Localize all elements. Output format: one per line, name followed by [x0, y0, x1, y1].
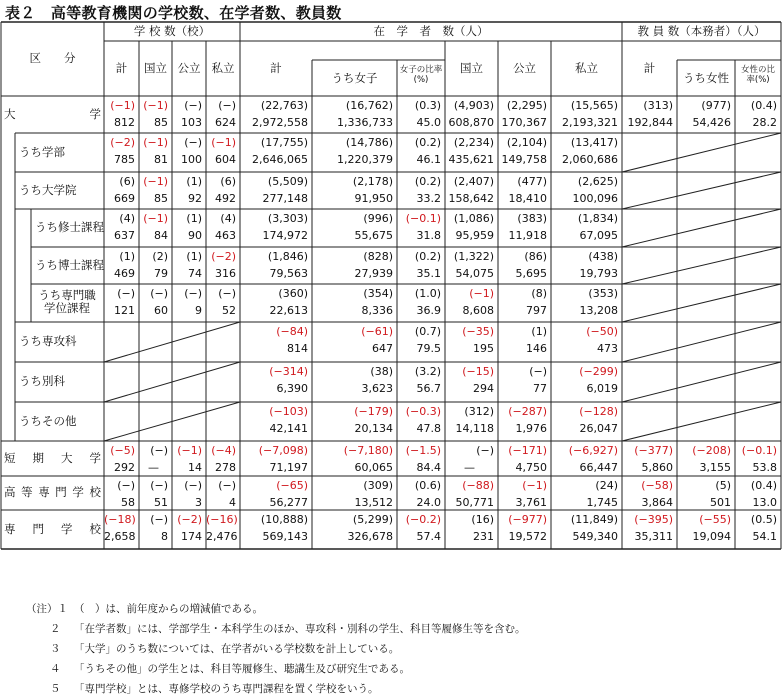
cell-value: 45.0 [416, 116, 441, 129]
change-value: (−) [184, 479, 202, 492]
change-value: (−) [150, 513, 168, 526]
cell-value: 2,646,065 [252, 153, 308, 166]
header-shiritsu: 私立 [211, 61, 235, 75]
change-value: (−7,180) [343, 444, 393, 457]
change-value: (−88) [462, 479, 494, 492]
cell-value: 277,148 [262, 192, 308, 205]
cell-value: 3,623 [361, 382, 393, 395]
cell-value: 812 [114, 116, 135, 129]
row-label: うち博士課程 [35, 257, 104, 272]
change-value: (0.4) [750, 99, 777, 112]
cell-value: 6,019 [586, 382, 618, 395]
change-value: (0.5) [750, 513, 777, 526]
change-value: (5,299) [352, 513, 393, 526]
cell-value: 27,939 [354, 267, 393, 280]
change-value: (−18) [104, 513, 136, 526]
header-koritsu: 公立 [177, 61, 201, 75]
change-value: (−128) [579, 405, 618, 418]
cell-value: 549,340 [572, 530, 618, 543]
cell-value: 14 [188, 461, 202, 474]
header-shiritsu: 私立 [575, 61, 598, 75]
cell-value: 19,094 [692, 530, 731, 543]
cell-value: 435,621 [448, 153, 494, 166]
change-value: (6) [119, 175, 135, 188]
cell-value: 85 [154, 192, 168, 205]
change-value: (4,903) [453, 99, 494, 112]
cell-value: — [148, 461, 159, 474]
cell-value: 60,065 [354, 461, 393, 474]
header-uchi-josei: うち女性 [683, 71, 729, 85]
change-value: (−5) [110, 444, 135, 457]
change-value: (312) [464, 405, 494, 418]
cell-value: 637 [114, 229, 135, 242]
cell-value: 71,197 [269, 461, 308, 474]
row-label: うち専門職学位課程 [38, 288, 96, 315]
change-value: (313) [643, 99, 673, 112]
change-value: (−1) [469, 287, 494, 300]
cell-value: 2,972,558 [252, 116, 308, 129]
cell-value: 669 [114, 192, 135, 205]
cell-value: 1,745 [586, 496, 618, 509]
change-value: (17,755) [260, 136, 308, 149]
change-value: (−) [529, 365, 547, 378]
change-value: (5,509) [267, 175, 308, 188]
change-value: (8) [531, 287, 547, 300]
row-label: うち修士課程 [35, 220, 104, 234]
change-value: (−1) [143, 136, 168, 149]
change-value: (1) [119, 250, 135, 263]
cell-value: 31.8 [416, 229, 441, 242]
note-text: 「大学」のうち数については、在学者がいる学校数を計上している。 [74, 643, 400, 655]
change-value: (2,234) [453, 136, 494, 149]
cell-value: 608,870 [448, 116, 494, 129]
change-value: (1.0) [414, 287, 441, 300]
change-value: (−4) [211, 444, 236, 457]
row-label: 専 門 学 校 [4, 521, 101, 536]
note-text: 「専門学校」とは、専修学校のうち専門課程を置く学校をいう。 [74, 683, 379, 695]
change-value: (−) [150, 444, 168, 457]
cell-value: 54.1 [752, 530, 777, 543]
change-value: (−1) [211, 136, 236, 149]
cell-value: 19,793 [579, 267, 618, 280]
cell-value: 316 [215, 267, 236, 280]
note-text: （ ）は、前年度からの増減値である。 [74, 603, 263, 615]
change-value: (−65) [276, 479, 308, 492]
change-value: (15,565) [570, 99, 618, 112]
change-value: (−) [184, 136, 202, 149]
row-label: 大 学 [4, 106, 101, 121]
note-text: 「在学者数」には、学部学生・本科学生のほか、専攻科・別科の学生、科目等履修生等を含む。 [74, 623, 526, 635]
header-kokuritsu: 国立 [144, 61, 167, 75]
cell-value: 33.2 [416, 192, 441, 205]
change-value: (−) [150, 479, 168, 492]
change-value: (−) [150, 287, 168, 300]
cell-value: 195 [473, 342, 494, 355]
cell-value: 4 [229, 496, 236, 509]
change-value: (0.3) [414, 99, 441, 112]
cell-value: 28.2 [752, 116, 777, 129]
change-value: (−1) [177, 444, 202, 457]
cell-value: 469 [114, 267, 135, 280]
change-value: (2) [152, 250, 168, 263]
change-value: (−58) [641, 479, 673, 492]
cell-value: 35,311 [634, 530, 673, 543]
change-value: (−) [184, 287, 202, 300]
cell-value: 797 [526, 304, 547, 317]
change-value: (14,786) [345, 136, 393, 149]
change-value: (−) [184, 99, 202, 112]
cell-value: 60 [154, 304, 168, 317]
cell-value: 3,761 [515, 496, 547, 509]
cell-value: 174,972 [262, 229, 308, 242]
cell-value: — [464, 461, 475, 474]
change-value: (0.7) [414, 325, 441, 338]
cell-value: 26,047 [579, 422, 618, 435]
note-number: ４ [50, 663, 61, 675]
cell-value: 3,155 [699, 461, 731, 474]
cell-value: 47.8 [416, 422, 441, 435]
header-kei: 計 [270, 61, 282, 75]
cell-value: 90 [188, 229, 202, 242]
cell-value: 604 [215, 153, 236, 166]
change-value: (2,178) [352, 175, 393, 188]
cell-value: 79 [154, 267, 168, 280]
change-value: (−0.1) [405, 212, 441, 225]
change-value: (−61) [361, 325, 393, 338]
cell-value: 5,695 [515, 267, 547, 280]
change-value: (828) [363, 250, 393, 263]
change-value: (−1.5) [405, 444, 441, 457]
note-number: ２ [50, 623, 61, 635]
cell-value: 52 [222, 304, 236, 317]
change-value: (438) [588, 250, 618, 263]
cell-value: 13.0 [752, 496, 777, 509]
change-value: (−50) [586, 325, 618, 338]
change-value: (24) [595, 479, 618, 492]
change-value: (86) [524, 250, 547, 263]
change-value: (4) [119, 212, 135, 225]
change-value: (−) [476, 444, 494, 457]
header-koritsu: 公立 [513, 61, 536, 75]
change-value: (−1) [110, 99, 135, 112]
row-label: 高 等 専 門 学 校 [4, 485, 101, 499]
cell-value: 56,277 [269, 496, 308, 509]
change-value: (1) [186, 250, 202, 263]
change-value: (−0.2) [405, 513, 441, 526]
change-value: (−299) [579, 365, 618, 378]
cell-value: 46.1 [416, 153, 441, 166]
change-value: (−395) [634, 513, 673, 526]
change-value: (−6,927) [568, 444, 618, 457]
cell-value: 55,675 [354, 229, 393, 242]
note-text: 「うちその他」の学生とは、科目等履修生、聴講生及び研究生である。 [74, 663, 410, 675]
cell-value: 11,918 [508, 229, 547, 242]
cell-value: 473 [597, 342, 618, 355]
change-value: (−0.1) [741, 444, 777, 457]
change-value: (−84) [276, 325, 308, 338]
cell-value: 463 [215, 229, 236, 242]
change-value: (383) [517, 212, 547, 225]
cell-value: 42,141 [269, 422, 308, 435]
cell-value: 121 [114, 304, 135, 317]
cell-value: 54,075 [455, 267, 494, 280]
change-value: (−977) [508, 513, 547, 526]
change-value: (−103) [269, 405, 308, 418]
cell-value: 67,095 [579, 229, 618, 242]
cell-value: 8,608 [462, 304, 494, 317]
cell-value: 9 [195, 304, 202, 317]
cell-value: 79,563 [269, 267, 308, 280]
change-value: (−0.3) [405, 405, 441, 418]
change-value: (1) [186, 212, 202, 225]
change-value: (16) [471, 513, 494, 526]
change-value: (−1) [143, 175, 168, 188]
cell-value: 50,771 [455, 496, 494, 509]
change-value: (−208) [692, 444, 731, 457]
cell-value: 647 [372, 342, 393, 355]
cell-value: 326,678 [347, 530, 393, 543]
change-value: (13,417) [570, 136, 618, 149]
change-value: (309) [363, 479, 393, 492]
change-value: (10,888) [260, 513, 308, 526]
change-value: (1,834) [577, 212, 618, 225]
cell-value: 492 [215, 192, 236, 205]
cell-value: 2,193,321 [562, 116, 618, 129]
change-value: (−7,098) [258, 444, 308, 457]
change-value: (353) [588, 287, 618, 300]
change-value: (−179) [354, 405, 393, 418]
row-label: うち専攻科 [19, 334, 77, 348]
change-value: (996) [363, 212, 393, 225]
cell-value: 2,658 [104, 530, 136, 543]
change-value: (5) [715, 479, 731, 492]
cell-value: 92 [188, 192, 202, 205]
cell-value: 569,143 [262, 530, 308, 543]
change-value: (4) [220, 212, 236, 225]
cell-value: 13,512 [354, 496, 393, 509]
cell-value: 95,959 [455, 229, 494, 242]
row-label: 短 期 大 学 [4, 450, 101, 465]
cell-value: 79.5 [416, 342, 441, 355]
cell-value: 14,118 [455, 422, 494, 435]
change-value: (−1) [143, 212, 168, 225]
cell-value: 624 [215, 116, 236, 129]
change-value: (354) [363, 287, 393, 300]
change-value: (0.2) [414, 175, 441, 188]
change-value: (477) [517, 175, 547, 188]
cell-value: 192,844 [627, 116, 673, 129]
header-kubun: 区 分 [29, 51, 76, 65]
header-uchi-joshi: うち女子 [331, 71, 378, 85]
cell-value: 149,758 [501, 153, 547, 166]
change-value: (2,407) [453, 175, 494, 188]
change-value: (−171) [508, 444, 547, 457]
cell-value: 146 [526, 342, 547, 355]
cell-value: 1,336,733 [337, 116, 393, 129]
change-value: (−) [218, 99, 236, 112]
header-josei-ratio: 女性の比率(%) [740, 65, 775, 85]
change-value: (6) [220, 175, 236, 188]
change-value: (−287) [508, 405, 547, 418]
cell-value: 54,426 [692, 116, 731, 129]
cell-value: 278 [215, 461, 236, 474]
cell-value: 174 [181, 530, 202, 543]
row-label: うちその他 [19, 413, 77, 428]
cell-value: 8 [161, 530, 168, 543]
change-value: (0.2) [414, 136, 441, 149]
change-value: (−1) [522, 479, 547, 492]
change-value: (1,322) [453, 250, 494, 263]
header-kei: 計 [643, 61, 656, 75]
cell-value: 814 [287, 342, 308, 355]
cell-value: 85 [154, 116, 168, 129]
cell-value: 785 [114, 153, 135, 166]
note-number: （注）１ [26, 603, 68, 615]
change-value: (3,303) [267, 212, 308, 225]
cell-value: 6,390 [276, 382, 308, 395]
change-value: (2,625) [577, 175, 618, 188]
header-joshi-ratio: 女子の比率(%) [399, 65, 443, 85]
cell-value: 5,860 [641, 461, 673, 474]
change-value: (38) [370, 365, 393, 378]
header-students: 在 学 者 数（人） [373, 24, 489, 38]
cell-value: 58 [121, 496, 135, 509]
cell-value: 231 [473, 530, 494, 543]
cell-value: 66,447 [579, 461, 618, 474]
cell-value: 170,367 [501, 116, 547, 129]
change-value: (−) [117, 287, 135, 300]
cell-value: 35.1 [416, 267, 441, 280]
cell-value: 84 [154, 229, 168, 242]
cell-value: 81 [154, 153, 168, 166]
change-value: (−) [218, 287, 236, 300]
note-number: ３ [50, 643, 61, 655]
change-value: (1) [531, 325, 547, 338]
change-value: (−314) [269, 365, 308, 378]
row-label: うち大学院 [19, 182, 77, 197]
change-value: (−2) [110, 136, 135, 149]
header-kei: 計 [115, 61, 128, 75]
change-value: (16,762) [345, 99, 393, 112]
change-value: (−1) [143, 99, 168, 112]
cell-value: 77 [533, 382, 547, 395]
change-value: (977) [701, 99, 731, 112]
row-label: うち学部 [19, 144, 65, 159]
cell-value: 22,613 [269, 304, 308, 317]
row-label: うち別科 [19, 374, 65, 388]
note-number: ５ [50, 683, 61, 695]
cell-value: 57.4 [416, 530, 441, 543]
change-value: (−55) [699, 513, 731, 526]
change-value: (3.2) [414, 365, 441, 378]
cell-value: 18,410 [508, 192, 547, 205]
cell-value: 51 [154, 496, 168, 509]
cell-value: 8,336 [361, 304, 393, 317]
change-value: (0.4) [750, 479, 777, 492]
change-value: (1) [186, 175, 202, 188]
cell-value: 103 [181, 116, 202, 129]
header-teachers: 教 員 数（本務者）（人） [637, 24, 766, 38]
change-value: (−377) [634, 444, 673, 457]
cell-value: 1,976 [515, 422, 547, 435]
change-value: (−) [117, 479, 135, 492]
cell-value: 2,476 [206, 530, 238, 543]
cell-value: 3 [195, 496, 202, 509]
cell-value: 100,096 [572, 192, 618, 205]
cell-value: 2,060,686 [562, 153, 618, 166]
change-value: (−35) [462, 325, 494, 338]
cell-value: 13,208 [579, 304, 618, 317]
cell-value: 501 [710, 496, 731, 509]
change-value: (2,104) [506, 136, 547, 149]
header-schools: 学 校 数（校） [133, 24, 211, 38]
cell-value: 53.8 [752, 461, 777, 474]
page-title: 表２ 高等教育機関の学校数、在学者数、教員数 [5, 4, 342, 22]
change-value: (1,086) [453, 212, 494, 225]
cell-value: 74 [188, 267, 202, 280]
cell-value: 84.4 [416, 461, 441, 474]
cell-value: 36.9 [416, 304, 441, 317]
cell-value: 158,642 [448, 192, 494, 205]
change-value: (−2) [177, 513, 202, 526]
cell-value: 4,750 [515, 461, 547, 474]
change-value: (−2) [211, 250, 236, 263]
change-value: (0.6) [414, 479, 441, 492]
cell-value: 56.7 [416, 382, 441, 395]
change-value: (−) [218, 479, 236, 492]
cell-value: 19,572 [508, 530, 547, 543]
change-value: (−15) [462, 365, 494, 378]
change-value: (2,295) [506, 99, 547, 112]
cell-value: 1,220,379 [337, 153, 393, 166]
cell-value: 294 [473, 382, 494, 395]
change-value: (22,763) [260, 99, 308, 112]
change-value: (11,849) [570, 513, 618, 526]
change-value: (1,846) [267, 250, 308, 263]
header-kokuritsu: 国立 [460, 61, 483, 75]
cell-value: 20,134 [354, 422, 393, 435]
cell-value: 100 [181, 153, 202, 166]
change-value: (0.2) [414, 250, 441, 263]
change-value: (−16) [206, 513, 238, 526]
cell-value: 91,950 [354, 192, 393, 205]
cell-value: 3,864 [641, 496, 673, 509]
change-value: (360) [278, 287, 308, 300]
cell-value: 24.0 [416, 496, 441, 509]
cell-value: 292 [114, 461, 135, 474]
